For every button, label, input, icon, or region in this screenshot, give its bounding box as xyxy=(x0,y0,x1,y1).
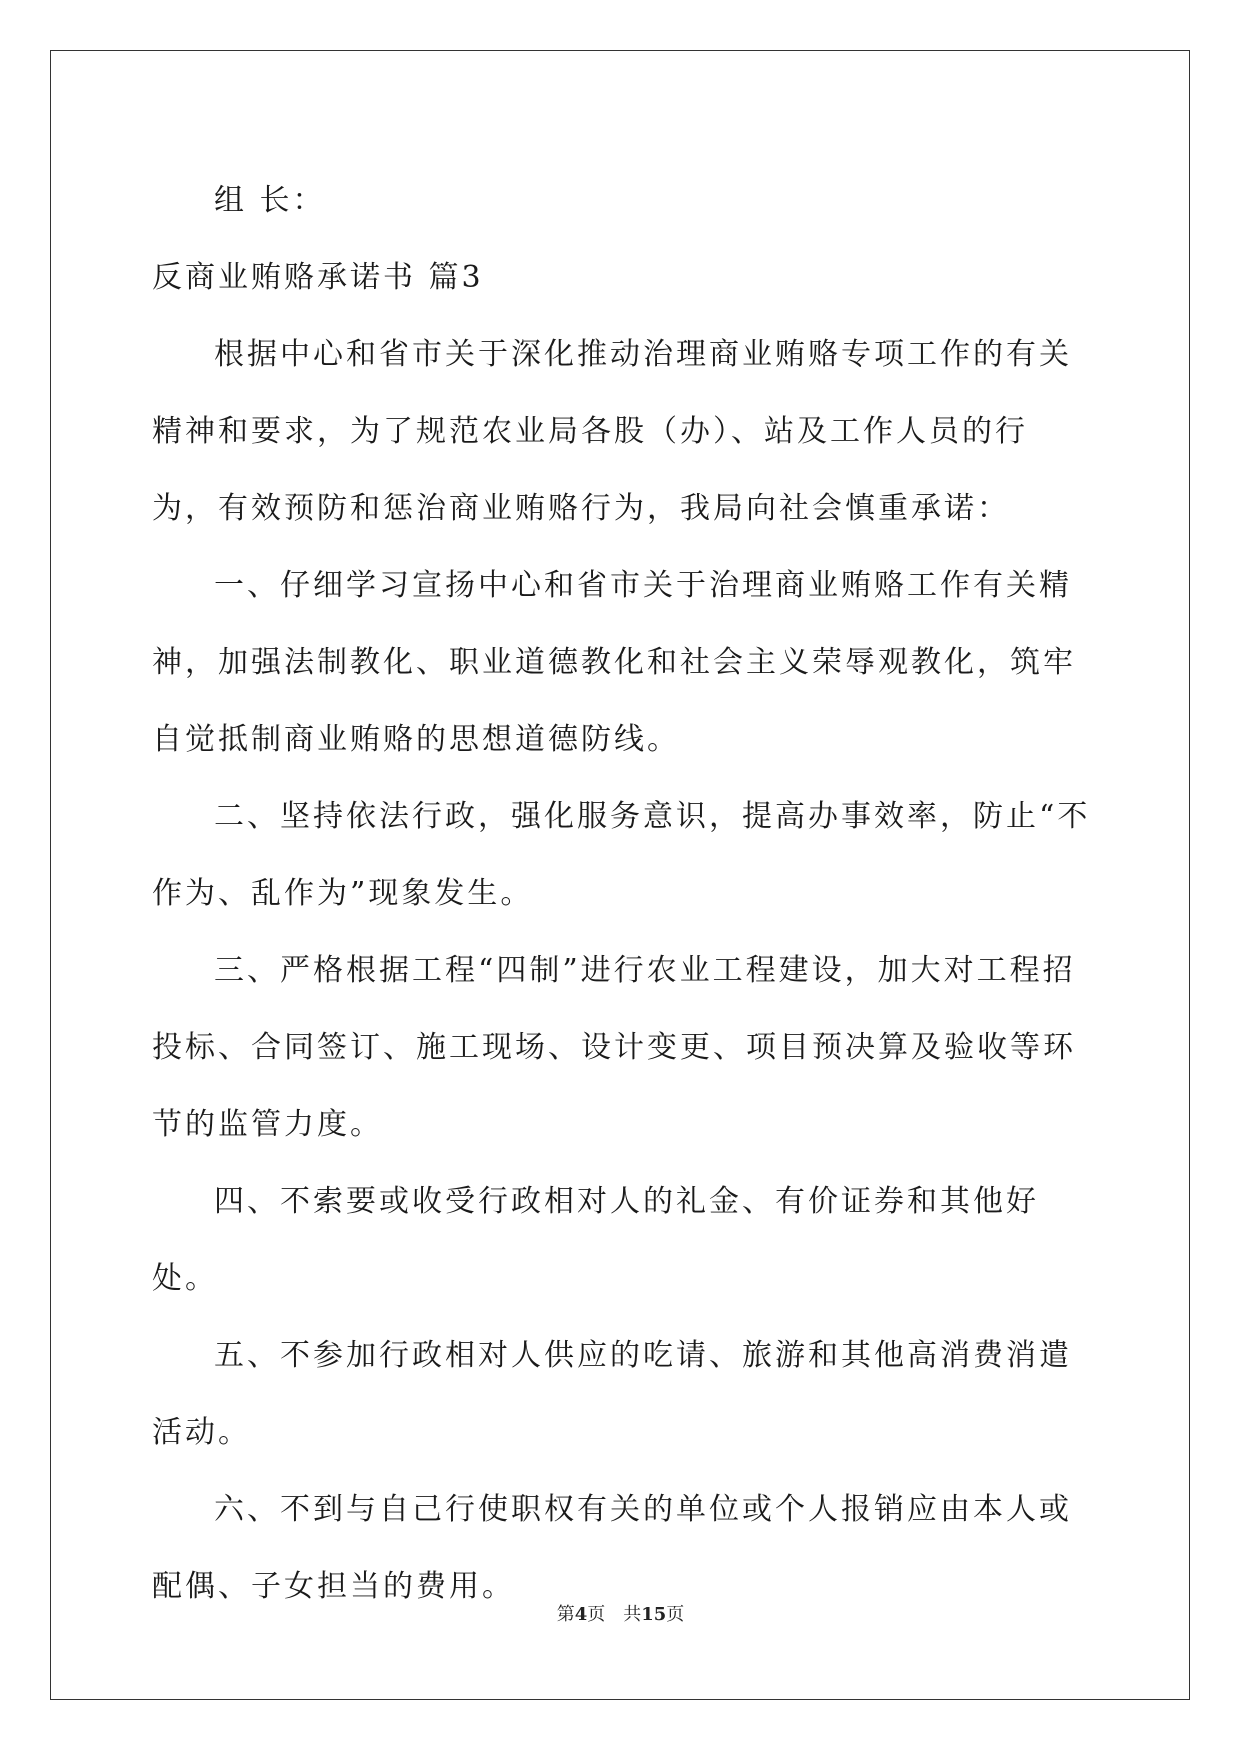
section-heading: 反商业贿赂承诺书 篇3 xyxy=(152,260,484,295)
footer-prefix: 第 xyxy=(556,1604,575,1625)
document-body xyxy=(152,162,1092,1625)
paragraph-item-3: 三、严格根据工程“四制”进行农业工程建设，加大对工程招投标、合同签订、施工现场、设计变更、项目预决算及验收等环节的监管力度。 xyxy=(152,953,1076,1142)
page-number-footer xyxy=(0,1600,1241,1626)
total-page-number: 15 xyxy=(641,1604,667,1625)
paragraph-item-2: 二、坚持依法行政，强化服务意识，提高办事效率，防止“不作为、乱作为”现象发生。 xyxy=(152,799,1091,911)
paragraph-item-1: 一、仔细学习宣扬中心和省市关于治理商业贿赂工作有关精神，加强法制教化、职业道德教化和社会主义荣辱观教化，筑牢自觉抵制商业贿赂的思想道德防线。 xyxy=(152,568,1076,757)
paragraph-group-leader: 组 长： xyxy=(214,183,326,218)
paragraph-intro: 根据中心和省市关于深化推动治理商业贿赂专项工作的有关精神和要求，为了规范农业局各股（办）、站及工作人员的行为，有效预防和惩治商业贿赂行为，我局向社会慎重承诺： xyxy=(152,337,1072,526)
paragraph-item-4: 四、不索要或收受行政相对人的礼金、有价证券和其他好处。 xyxy=(152,1184,1039,1296)
paragraph-item-6: 六、不到与自己行使职权有关的单位或个人报销应由本人或配偶、子女担当的费用。 xyxy=(152,1492,1072,1604)
footer-mid: 页 共 xyxy=(587,1604,642,1625)
paragraph-item-5: 五、不参加行政相对人供应的吃请、旅游和其他高消费消遣活动。 xyxy=(152,1338,1072,1450)
current-page-number: 4 xyxy=(574,1604,588,1625)
footer-suffix: 页 xyxy=(666,1604,685,1625)
